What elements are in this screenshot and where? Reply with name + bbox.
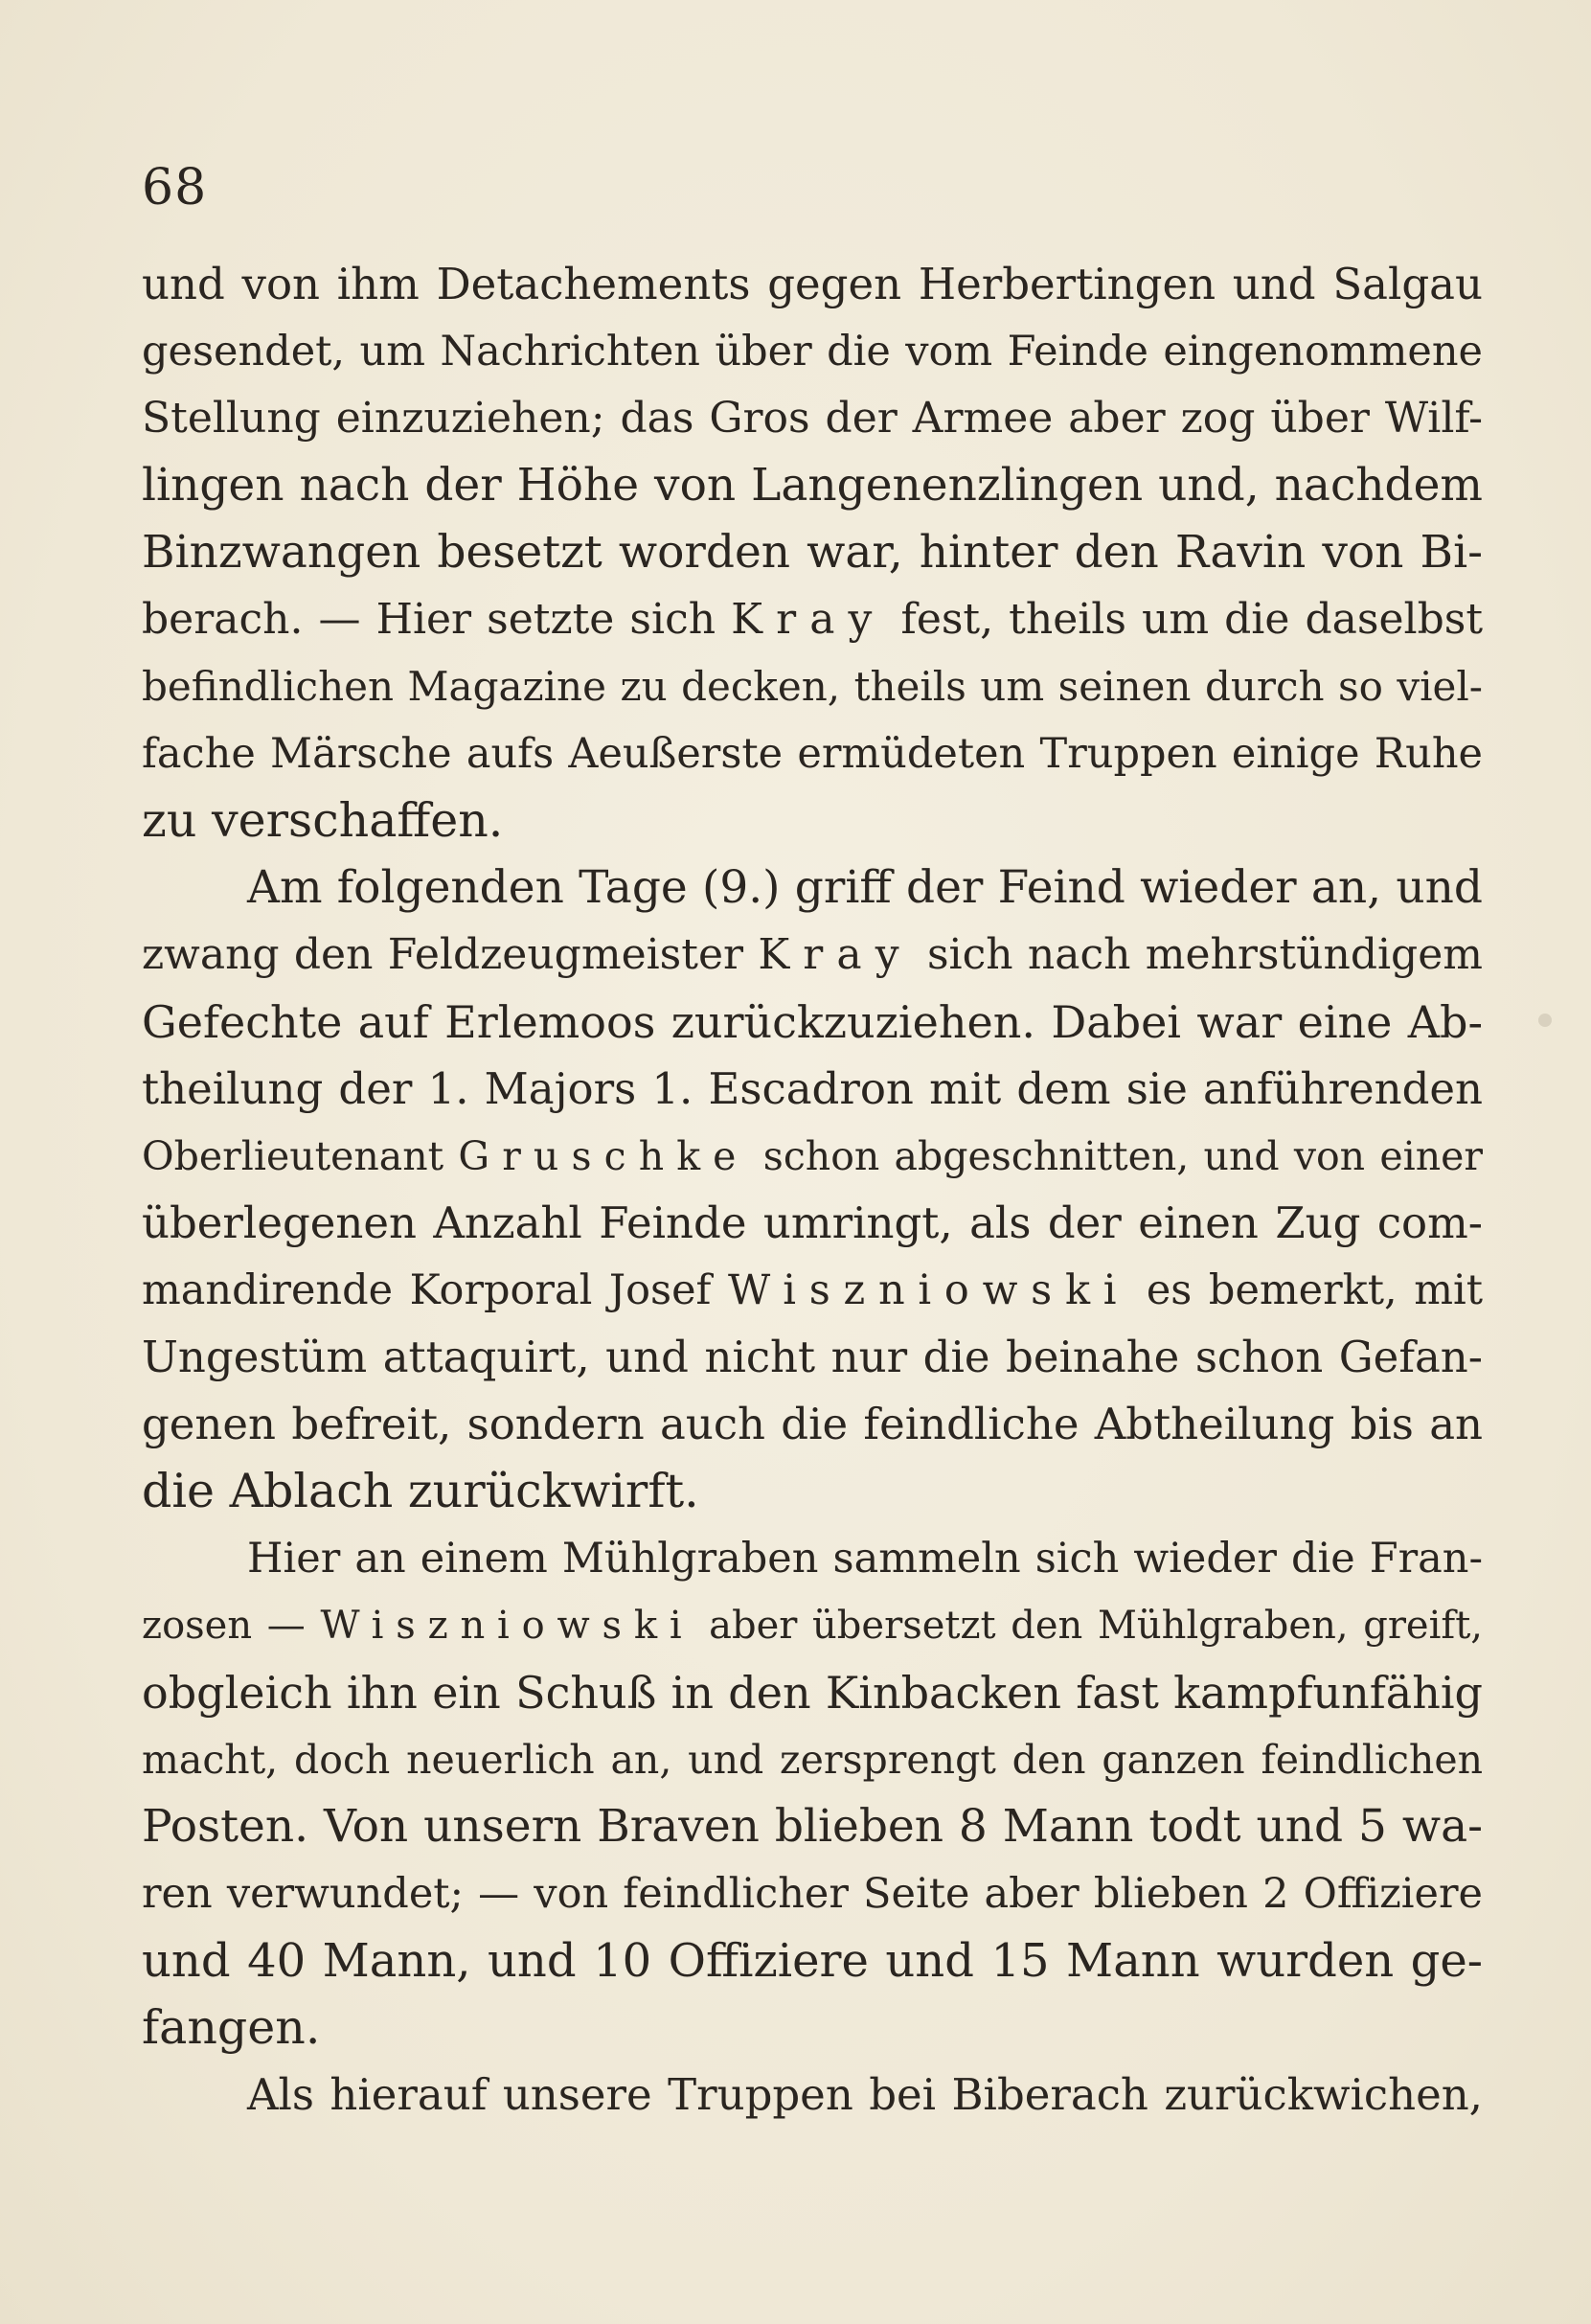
text-line-13: theilung der 1. Majors 1. Escadron mit dem sie anführenden <box>142 1063 1483 1114</box>
text-line-2: gesendet, um Nachrichten über die vom Feinde eingenommene <box>142 328 1483 376</box>
text-line-16 <box>142 1257 1483 1324</box>
emphasized-name-kray-2: Kray <box>758 930 913 979</box>
text-line-11 <box>142 922 1483 989</box>
emphasized-name-kray: Kray <box>731 595 886 644</box>
text-line-21-end: aber übersetzt den Mühlgraben, greift, <box>709 1604 1483 1648</box>
text-line-28: Als hierauf unsere Truppen bei Biberach zurückwichen, <box>247 2069 1483 2120</box>
page-number: 68 <box>142 159 208 216</box>
text-line-17: Ungestüm attaquirt, und nicht nur die beinahe schon Gefan- <box>142 1332 1483 1382</box>
body-text <box>142 251 1483 2129</box>
text-line-20: Hier an einem Mühlgraben sammeln sich wieder die Fran- <box>247 1535 1483 1583</box>
text-line-9: zu verschaffen. <box>142 793 504 848</box>
text-line-3: Stellung einzuziehen; das Gros der Armee aber zog über Wilf- <box>142 394 1483 443</box>
text-line-14 <box>142 1123 1483 1190</box>
emphasized-name-wiszniowski-2: Wiszniowski <box>320 1604 694 1648</box>
text-line-8: fache Märsche aufs Aeußerste ermüdeten Truppen einige Ruhe <box>142 730 1483 778</box>
text-line-6 <box>142 586 1483 653</box>
text-line-1: und von ihm Detachements gegen Herbertingen und Salgau <box>142 259 1483 309</box>
text-line-26: und 40 Mann, und 10 Offiziere und 15 Mann wurden ge- <box>142 1934 1483 1988</box>
text-line-25: ren verwundet; — von feindlicher Seite aber blieben 2 Offiziere <box>142 1870 1483 1918</box>
paper-spot <box>1538 1014 1552 1027</box>
text-line-24: Posten. Von unsern Braven blieben 8 Mann todt und 5 wa- <box>142 1800 1483 1853</box>
text-line-6-end: fest, theils um die daselbst <box>900 595 1483 644</box>
text-line-23: macht, doch neuerlich an, und zersprengt den ganzen feindlichen <box>142 1737 1483 1783</box>
text-line-11-end: sich nach mehrstündigem <box>926 930 1483 979</box>
text-line-21 <box>142 1592 1483 1659</box>
text-line-5: Binzwangen besetzt worden war, hinter den Ravin von Bi- <box>142 526 1483 579</box>
text-line-16-end: es bemerkt, mit <box>1146 1266 1484 1314</box>
text-line-10: Am folgenden Tage (9.) griff der Feind wieder an, und <box>247 861 1483 914</box>
emphasized-name-wiszniowski: Wiszniowski <box>728 1266 1130 1314</box>
text-line-14-end: schon abgeschnitten, und von einer <box>762 1133 1483 1179</box>
text-line-14-start: Oberlieutenant <box>142 1133 444 1179</box>
text-line-16-start: mandirende Korporal Josef <box>142 1266 712 1314</box>
text-line-7: befindlichen Magazine zu decken, theils um seinen durch so viel- <box>142 663 1483 710</box>
text-line-21-start: zosen — <box>142 1604 306 1648</box>
emphasized-name-gruschke: Gruschke <box>458 1133 749 1179</box>
text-line-22: obgleich ihn ein Schuß in den Kinbacken fast kampfunfähig <box>142 1667 1483 1719</box>
text-line-12: Gefechte auf Erlemoos zurückzuziehen. Dabei war eine Ab- <box>142 996 1483 1048</box>
text-line-18: genen befreit, sondern auch die feindliche Abtheilung bis an <box>142 1399 1483 1449</box>
text-line-11-start: zwang den Feldzeugmeister <box>142 930 744 979</box>
text-line-6-start: berach. — Hier setzte sich <box>142 595 716 644</box>
text-line-19: die Ablach zurückwirft. <box>142 1464 699 1518</box>
text-line-27: fangen. <box>142 2000 321 2055</box>
text-line-4: lingen nach der Höhe von Langenenzlingen und, nachdem <box>142 459 1483 512</box>
text-line-15: überlegenen Anzahl Feinde umringt, als der einen Zug com- <box>142 1197 1483 1248</box>
